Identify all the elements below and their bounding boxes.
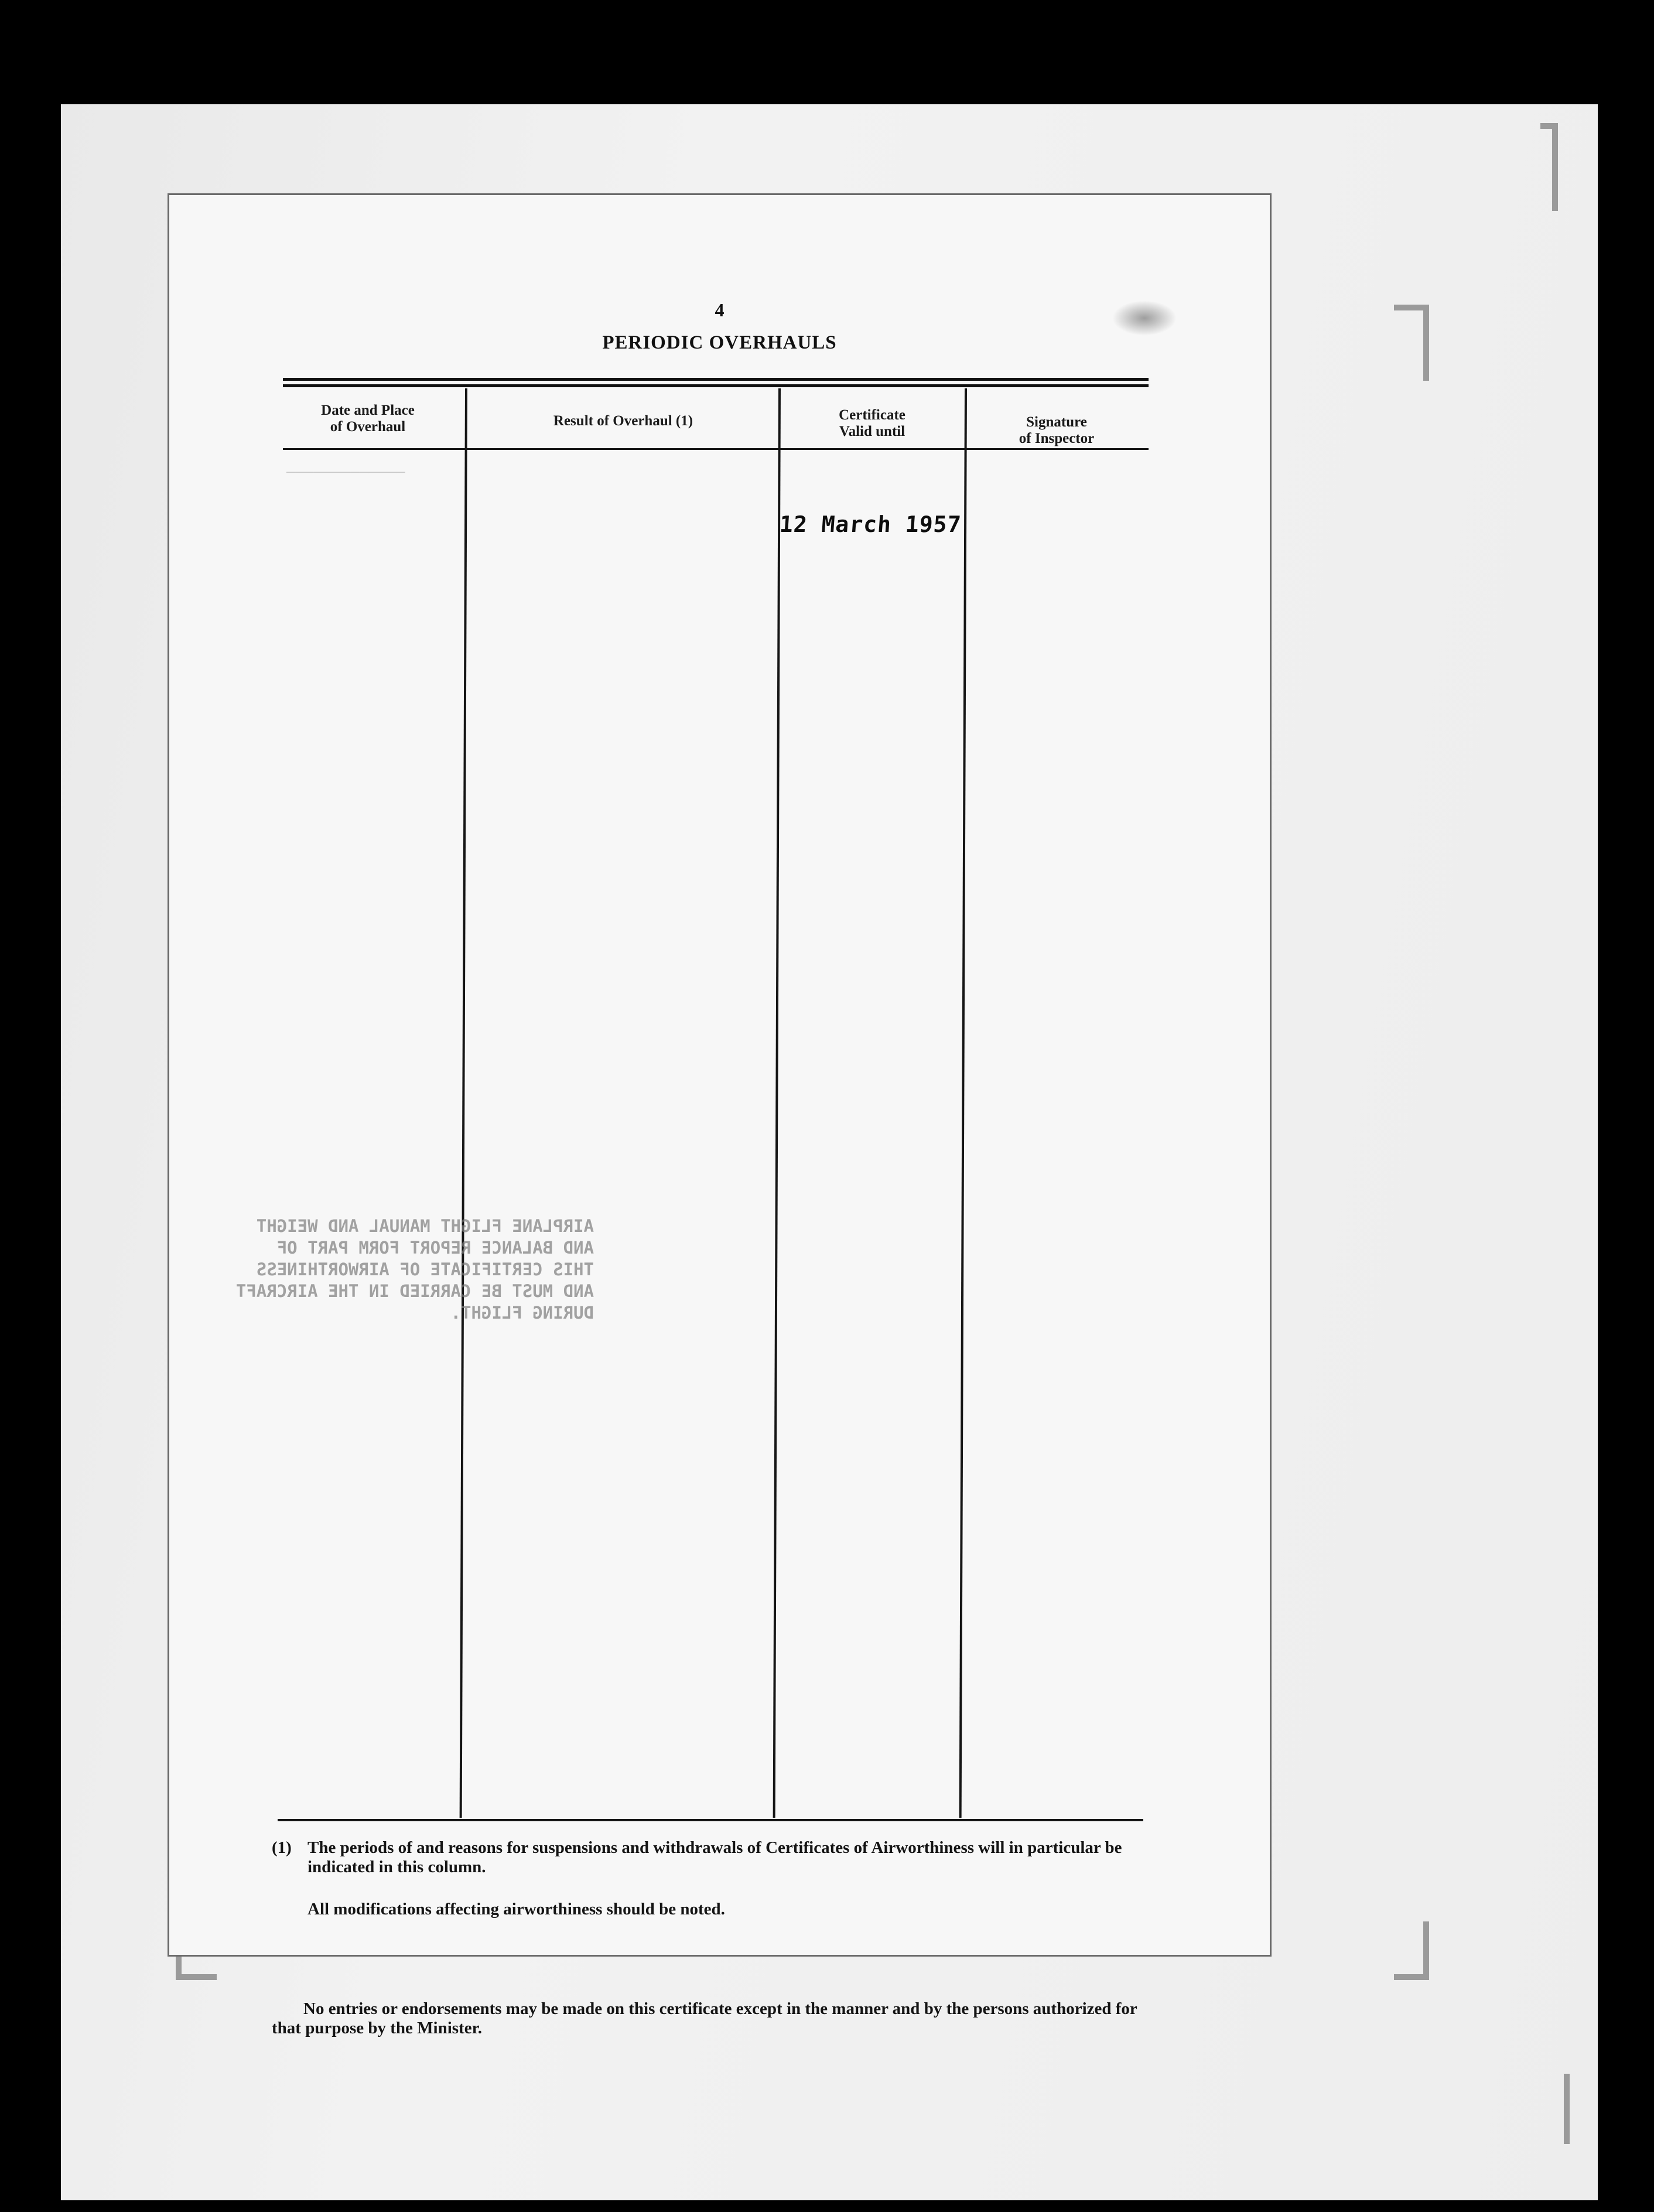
document-sheet <box>168 193 1272 2037</box>
stamp-line: AND BALANCE REPORT FORM PART OF <box>276 1238 594 1258</box>
corner-bracket <box>1540 123 1558 211</box>
header-line: Result of Overhaul (1) <box>553 413 693 429</box>
certificate-valid-until-stamp: 12 March 1957 <box>778 511 962 537</box>
stamp-line: AND MUST BE CARRIED IN THE AIRCRAFT <box>235 1281 594 1301</box>
corner-bracket <box>1394 1921 1429 1980</box>
page-title: PERIODIC OVERHAULS <box>602 332 837 353</box>
column-divider <box>773 388 781 1818</box>
footnote-modifications: All modifications affecting airworthiness should be noted. <box>307 1900 725 1919</box>
stamp-line: THIS CERTIFICATE OF AIRWORTHINESS <box>256 1259 594 1279</box>
footnote-suspensions: The periods of and reasons for suspensions and withdrawals of Certificates of Airworthiness will in particular be indicated in this column. <box>307 1838 1122 1876</box>
header-line: Valid until <box>839 424 905 439</box>
column-header-signature <box>966 414 1147 447</box>
header-line: Date and Place <box>321 402 415 418</box>
column-header-certificate-valid <box>781 407 963 440</box>
footnote-marker: (1) <box>272 1838 292 1857</box>
header-line: of Inspector <box>1019 431 1095 446</box>
bleed-through-line: ───────────── <box>286 465 405 479</box>
header-line: Signature <box>1026 414 1087 430</box>
column-header-date-place <box>283 402 453 435</box>
page-number: 4 <box>715 299 725 320</box>
table-bottom-rule <box>278 1819 1143 1821</box>
header-line: of Overhaul <box>330 419 406 435</box>
corner-bracket <box>1394 305 1429 381</box>
bleed-through-stamp <box>231 1216 594 1324</box>
stamp-line: AIRPLANE FLIGHT MANUAL AND WEIGHT <box>256 1216 594 1236</box>
stamp-line: DURING FLIGHT. <box>450 1303 594 1323</box>
header-bottom-rule <box>283 448 1149 450</box>
column-header-result <box>468 413 778 429</box>
column-divider <box>959 388 967 1818</box>
table-top-rule <box>283 378 1149 381</box>
header-line: Certificate <box>839 407 905 423</box>
corner-bracket <box>1557 2074 1570 2144</box>
table-top-rule <box>283 384 1149 387</box>
column-divider <box>460 388 467 1818</box>
footnote-endorsements: No entries or endorsements may be made on this certificate except in the manner and by the persons authorized for that purpose by the Minister. <box>272 1999 1137 2037</box>
